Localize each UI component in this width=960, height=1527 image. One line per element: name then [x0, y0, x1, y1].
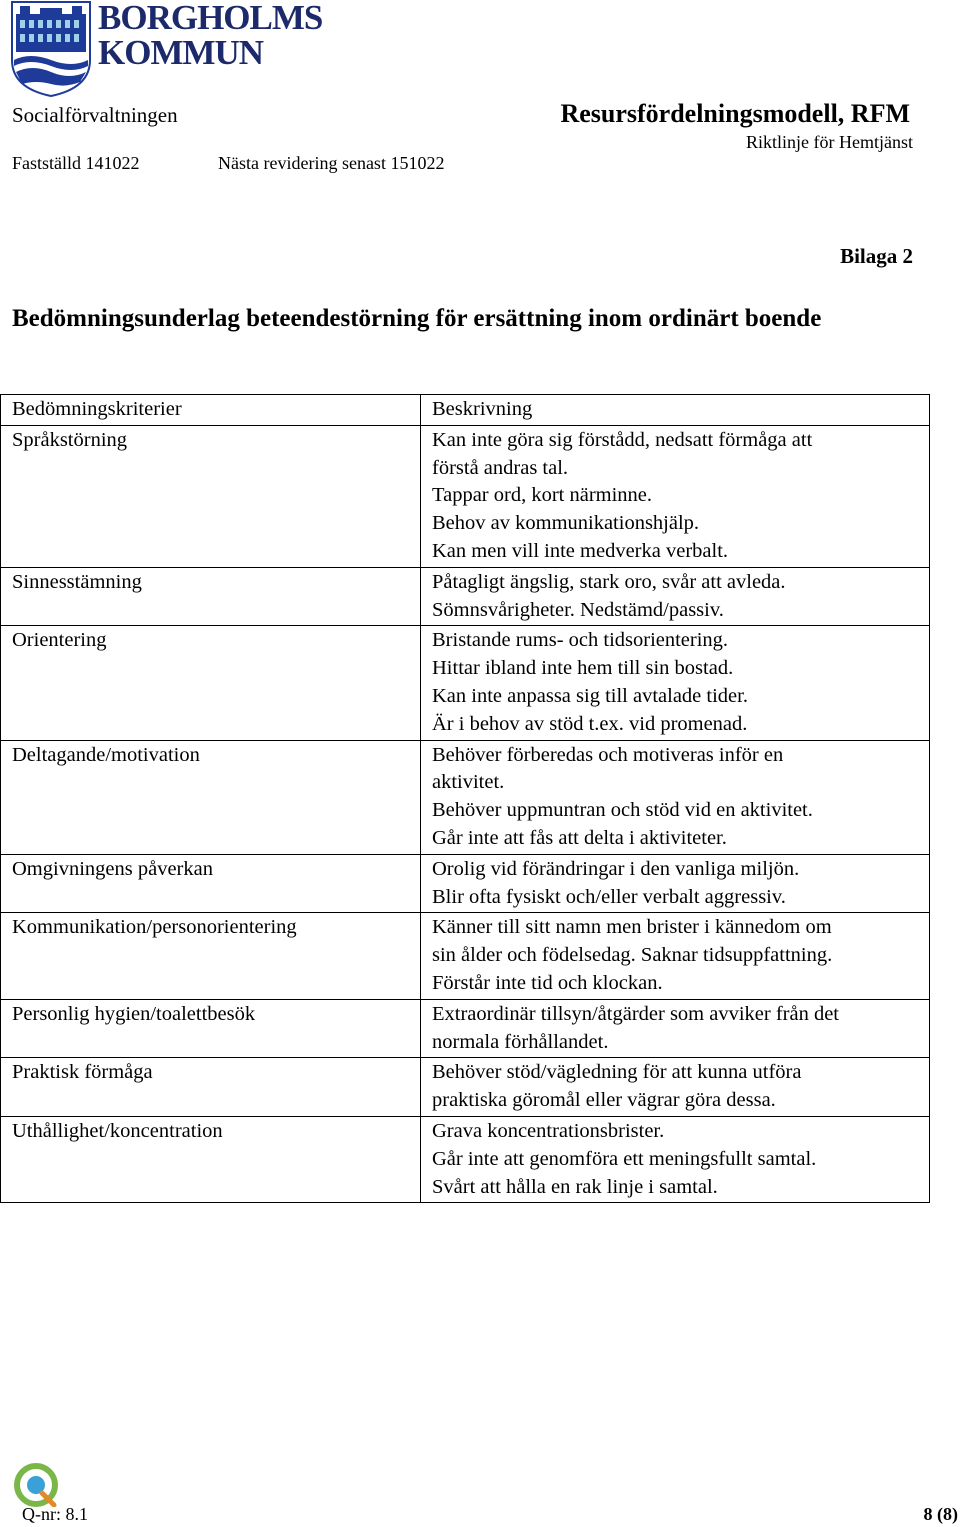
criterion-cell — [1, 567, 421, 626]
criterion-text: Språkstörning — [12, 428, 128, 451]
municipality-coat-of-arms-logo — [10, 0, 92, 98]
description-line: Känner till sitt namn men brister i kännedom om — [432, 916, 832, 939]
page-number — [924, 1504, 959, 1525]
table-row — [1, 626, 930, 740]
criterion-cell — [1, 1116, 421, 1202]
description-line: Går inte att fås att delta i aktiviteter. — [432, 826, 727, 849]
criterion-text: Personlig hygien/toalettbesök — [12, 1002, 256, 1025]
criterion-text: Uthållighet/koncentration — [12, 1119, 223, 1142]
municipality-name-line1: BORGHOLMS — [98, 0, 323, 37]
description-cell — [421, 913, 930, 999]
criterion-cell — [1, 913, 421, 999]
description-cell — [421, 740, 930, 854]
description-line: Kan inte anpassa sig till avtalade tider. — [432, 684, 748, 707]
criterion-cell — [1, 854, 421, 913]
municipality-name-line2: KOMMUN — [98, 33, 264, 72]
table-row — [1, 425, 930, 567]
description-line: sin ålder och födelsedag. Saknar tidsuppfattning. — [432, 944, 833, 967]
criterion-text: Omgivningens påverkan — [12, 857, 213, 880]
description-line: Beskrivning — [432, 398, 533, 420]
description-cell — [421, 999, 930, 1058]
description-line: aktivitet. — [432, 771, 505, 794]
description-line: Påtagligt ängslig, stark oro, svår att avleda. — [432, 570, 786, 593]
annex-label: Bilaga 2 — [840, 244, 913, 268]
description-cell — [421, 1058, 930, 1117]
description-line: Sömnsvårigheter. Nedstämd/passiv. — [432, 598, 724, 621]
table-header-row — [1, 395, 930, 426]
description-line: normala förhållandet. — [432, 1030, 609, 1053]
criterion-cell — [1, 1058, 421, 1117]
description-line: Bristande rums- och tidsorientering. — [432, 629, 729, 652]
description-cell — [421, 567, 930, 626]
model-subtitle: Riktlinje för Hemtjänst — [746, 132, 913, 152]
table-row — [1, 999, 930, 1058]
table-row — [1, 1116, 930, 1202]
column-header-criteria — [1, 395, 421, 426]
department-name: Socialförvaltningen — [12, 103, 178, 127]
description-cell — [421, 854, 930, 913]
description-line: Är i behov av stöd t.ex. vid promenad. — [432, 712, 748, 735]
assessment-criteria-table — [0, 394, 930, 1203]
description-line: Orolig vid förändringar i den vanliga miljön. — [432, 857, 800, 880]
description-line: Tappar ord, kort närminne. — [432, 484, 653, 507]
description-line: Hittar ibland inte hem till sin bostad. — [432, 657, 734, 680]
description-line: Grava koncentrationsbrister. — [432, 1119, 665, 1142]
table-row — [1, 567, 930, 626]
description-line: praktiska göromål eller vägrar göra dessa. — [432, 1089, 776, 1112]
established-date: Fastställd 141022 — [12, 153, 140, 173]
description-line: Förstår inte tid och klockan. — [432, 971, 663, 994]
description-cell — [421, 1116, 930, 1202]
criterion-cell — [1, 626, 421, 740]
next-revision-date: Nästa revidering senast 151022 — [218, 153, 445, 173]
criterion-text: Praktisk förmåga — [12, 1061, 153, 1084]
criterion-text: Sinnesstämning — [12, 570, 142, 593]
description-line: Extraordinär tillsyn/åtgärder som avviker från det — [432, 1002, 840, 1025]
model-title: Resursfördelningsmodell, RFM — [560, 99, 910, 128]
table-row — [1, 1058, 930, 1117]
q-number: Q-nr: 8.1 — [22, 1504, 88, 1524]
page-current: 8 — [923, 1504, 933, 1524]
description-line: Kan men vill inte medverka verbalt. — [432, 539, 729, 562]
quality-q-icon — [14, 1463, 58, 1507]
description-line: Behöver uppmuntran och stöd vid en aktivitet. — [432, 799, 813, 822]
criterion-cell — [1, 425, 421, 567]
criterion-cell — [1, 999, 421, 1058]
table-row — [1, 854, 930, 913]
description-line: Behöver stöd/vägledning för att kunna utföra — [432, 1061, 802, 1084]
column-header-description — [421, 395, 930, 426]
description-line: Går inte att genomföra ett meningsfullt samtal. — [432, 1147, 817, 1170]
criterion-text: Deltagande/motivation — [12, 743, 200, 766]
description-line: Svårt att hålla en rak linje i samtal. — [432, 1175, 718, 1198]
page-total: (8) — [937, 1504, 958, 1524]
municipality-name — [98, 0, 358, 70]
description-line: Behöver förberedas och motiveras inför en — [432, 743, 784, 766]
description-line: förstå andras tal. — [432, 456, 569, 479]
description-cell — [421, 626, 930, 740]
criterion-text: Kommunikation/personorientering — [12, 916, 297, 939]
criterion-text: Orientering — [12, 629, 107, 652]
description-cell — [421, 425, 930, 567]
assessment-table-body — [1, 395, 930, 1203]
description-line: Behov av kommunikationshjälp. — [432, 512, 700, 535]
criterion-text: Bedömningskriterier — [12, 398, 182, 420]
description-line: Kan inte göra sig förstådd, nedsatt förmåga att — [432, 428, 813, 451]
description-line: Blir ofta fysiskt och/eller verbalt aggressiv. — [432, 885, 786, 908]
document-title: Bedömningsunderlag beteendestörning för ersättning inom ordinärt boende — [12, 305, 822, 332]
criterion-cell — [1, 740, 421, 854]
table-row — [1, 913, 930, 999]
table-row — [1, 740, 930, 854]
